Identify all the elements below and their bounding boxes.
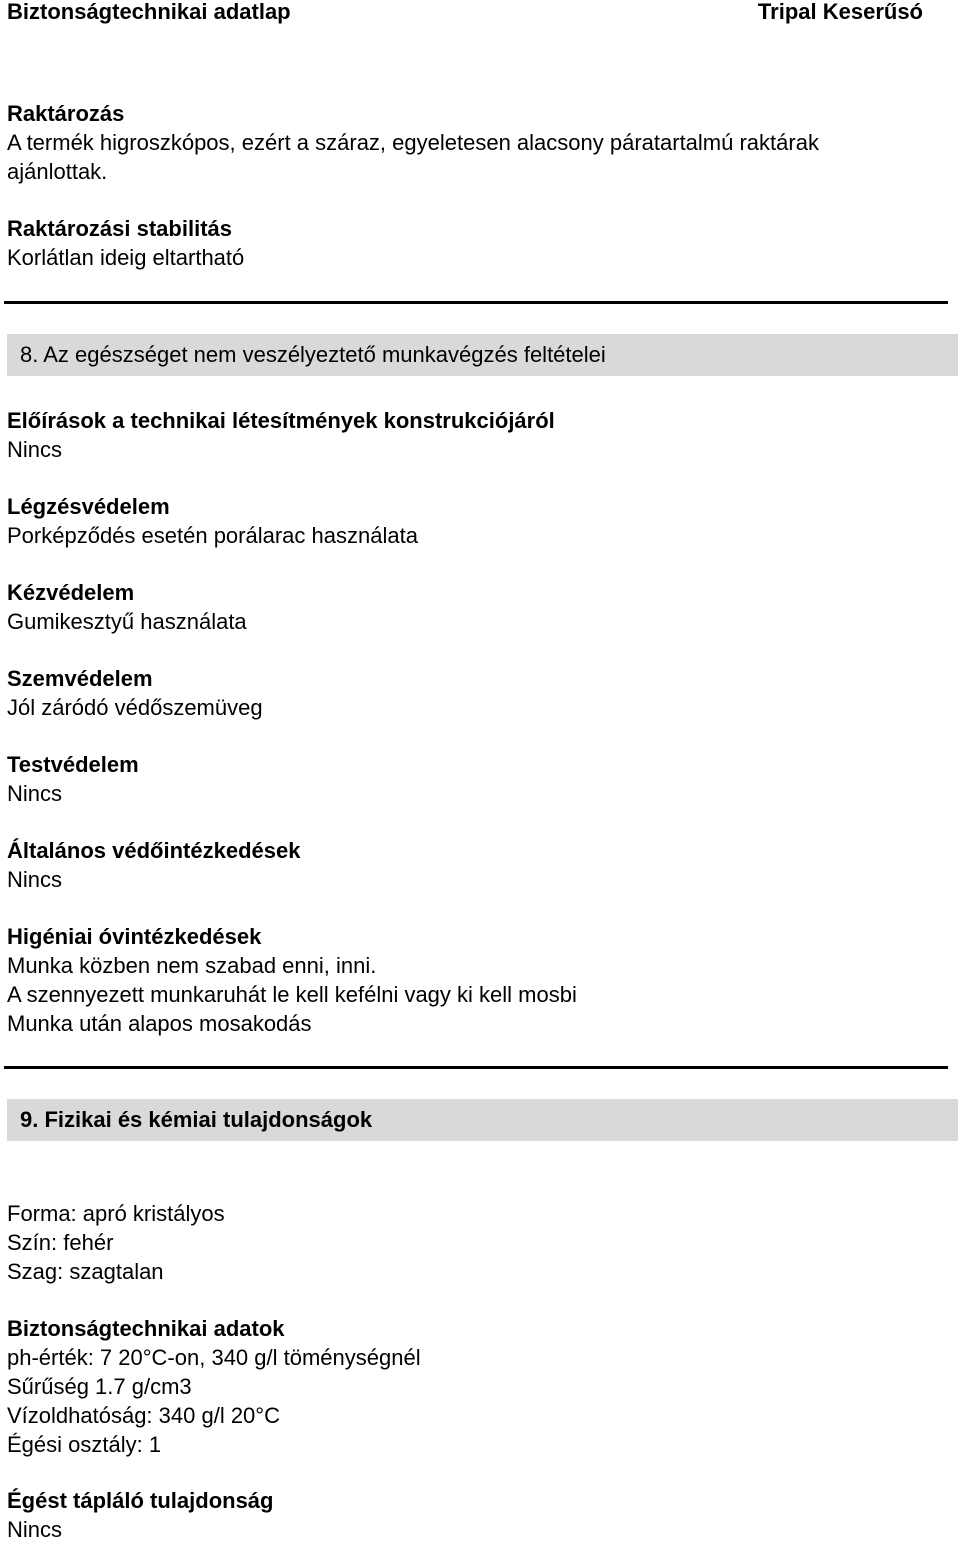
item-heading: Általános védőintézkedések xyxy=(7,838,301,863)
item-heading: Szemvédelem xyxy=(7,666,153,691)
safety-data-line: Égési osztály: 1 xyxy=(7,1432,162,1457)
property-line: Szín: fehér xyxy=(7,1230,114,1255)
item-heading: Légzésvédelem xyxy=(7,494,170,519)
hygiene-block xyxy=(7,922,947,1038)
storage-text-line: ajánlottak. xyxy=(7,159,108,184)
section-8-item xyxy=(7,836,947,894)
item-heading: Kézvédelem xyxy=(7,580,135,605)
fire-property-block xyxy=(7,1486,947,1544)
product-name: Tripal Keserűsó xyxy=(757,0,923,24)
hygiene-line: Munka után alapos mosakodás xyxy=(7,1011,312,1036)
section-divider xyxy=(4,1066,948,1069)
properties-block xyxy=(7,1199,947,1286)
section-8-header xyxy=(7,334,958,376)
item-value: Gumikesztyű használata xyxy=(7,609,247,634)
item-value: Nincs xyxy=(7,867,63,892)
item-value: Porképződés esetén porálarac használata xyxy=(7,523,418,548)
stability-heading: Raktározási stabilitás xyxy=(7,216,232,241)
fire-property-value: Nincs xyxy=(7,1517,63,1542)
section-9-header xyxy=(7,1099,958,1141)
storage-block xyxy=(7,99,947,186)
section-8-title: 8. Az egészséget nem veszélyeztető munkavégzés feltételei xyxy=(20,342,606,367)
safety-data-heading: Biztonságtechnikai adatok xyxy=(7,1316,285,1341)
hygiene-line: A szennyezett munkaruhát le kell kefélni vagy ki kell mosbi xyxy=(7,982,577,1007)
section-divider xyxy=(4,301,948,304)
item-heading: Testvédelem xyxy=(7,752,139,777)
section-8-item xyxy=(7,492,947,550)
hygiene-line: Munka közben nem szabad enni, inni. xyxy=(7,953,377,978)
section-8-item xyxy=(7,664,947,722)
section-9-title: 9. Fizikai és kémiai tulajdonságok xyxy=(20,1107,373,1132)
stability-text: Korlátlan ideig eltartható xyxy=(7,245,245,270)
storage-heading: Raktározás xyxy=(7,101,125,126)
storage-text-line: A termék higroszkópos, ezért a száraz, egyeletesen alacsony páratartalmú raktárak xyxy=(7,130,819,155)
section-8-item xyxy=(7,578,947,636)
safety-data-line: Sűrűség 1.7 g/cm3 xyxy=(7,1374,192,1399)
item-heading: Előírások a technikai létesítmények konstrukciójáról xyxy=(7,408,555,433)
hygiene-heading: Higéniai óvintézkedések xyxy=(7,924,262,949)
section-8-item xyxy=(7,406,947,464)
section-8-item xyxy=(7,750,947,808)
stability-block xyxy=(7,214,947,272)
item-value: Nincs xyxy=(7,781,63,806)
safety-data-line: Vízoldhatóság: 340 g/l 20°C xyxy=(7,1403,280,1428)
safety-data-line: ph-érték: 7 20°C-on, 340 g/l töménységnél xyxy=(7,1345,421,1370)
document-title: Biztonságtechnikai adatlap xyxy=(7,0,291,24)
safety-data-block xyxy=(7,1314,947,1459)
property-line: Szag: szagtalan xyxy=(7,1259,164,1284)
item-value: Nincs xyxy=(7,437,63,462)
item-value: Jól záródó védőszemüveg xyxy=(7,695,263,720)
fire-property-heading: Égést tápláló tulajdonság xyxy=(7,1488,274,1513)
property-line: Forma: apró kristályos xyxy=(7,1201,225,1226)
page-header xyxy=(7,0,953,27)
